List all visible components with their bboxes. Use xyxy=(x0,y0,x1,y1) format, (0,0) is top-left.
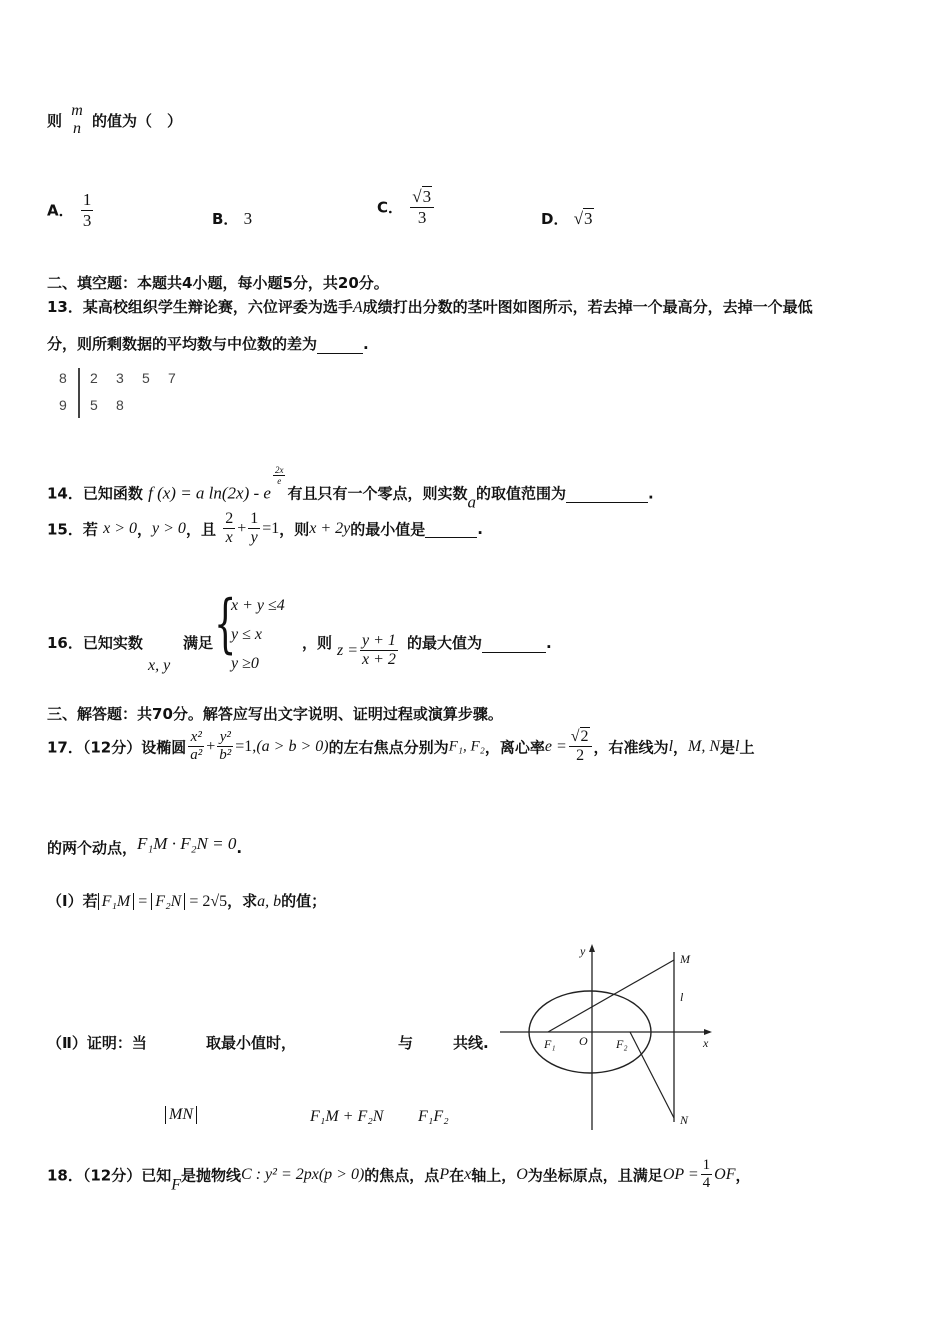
q18-mid-4: 轴上， xyxy=(471,1166,517,1185)
ratio-suffix: 的值为（ ） xyxy=(92,111,183,130)
q15-frac-1-den: x xyxy=(225,529,233,547)
q17-part2-mid: 取最小值时， xyxy=(206,1034,297,1052)
q17-part2-f1f2: F₁F₂ xyxy=(418,1108,449,1125)
q16-then: ，则 xyxy=(302,634,333,652)
q14-function: f (x) = a ln(2x) - e xyxy=(148,483,271,503)
q18-mid-3: 在 xyxy=(449,1166,465,1185)
q16-z-lhs: z = xyxy=(337,641,359,659)
q17-part2-sum: F₁M + F₂N xyxy=(310,1108,384,1125)
q17-plus: + xyxy=(206,737,216,755)
option-d[interactable] xyxy=(541,208,594,229)
q18-frac xyxy=(701,1157,713,1193)
q18-end: ， xyxy=(735,1166,751,1185)
q17-eq: =1, xyxy=(235,737,257,755)
option-a[interactable] xyxy=(47,190,95,230)
q17-x-num: x² xyxy=(188,729,204,747)
q16-brace: { xyxy=(214,587,237,661)
q17-directrix-text: ，右准线为 xyxy=(593,738,669,757)
q14-end: . xyxy=(648,484,654,503)
q15-frac-2 xyxy=(248,510,260,548)
q14-mid: 有且只有一个零点，则实数 xyxy=(287,484,468,503)
q17-cond: (a > b > 0) xyxy=(256,737,329,755)
q15-then: ，则 xyxy=(279,520,310,539)
q18-mid-5: 为坐标原点，且满足 xyxy=(527,1166,663,1185)
q16-z xyxy=(337,632,400,670)
q18-frac-num: 1 xyxy=(701,1157,713,1175)
q17-l-2: l xyxy=(735,737,740,755)
q14-exponent xyxy=(273,465,286,487)
q18-cond: (p > 0) xyxy=(318,1165,365,1183)
q16-cond-3: y ≥0 xyxy=(231,655,259,672)
q18-o: O xyxy=(516,1165,528,1183)
option-d-label: D． xyxy=(541,210,569,228)
q17-part1-abs-a xyxy=(98,893,135,910)
q17-part1-abs-b xyxy=(151,893,185,910)
q17-on: 是 xyxy=(720,738,736,757)
ellipse-figure-svg xyxy=(500,940,725,1135)
q17-line-2 xyxy=(47,834,242,858)
q17-part2-with: 与 xyxy=(398,1034,414,1052)
q15-comma: ， xyxy=(137,520,153,539)
q17-on-2: 上 xyxy=(739,738,755,757)
q14-answer-blank[interactable] xyxy=(566,484,648,503)
fig-n-label: N xyxy=(680,1113,689,1127)
q17-comma: ， xyxy=(673,738,689,757)
leaf-9-2: 8 xyxy=(116,397,124,413)
q14-var-a: a xyxy=(467,492,476,512)
option-b-label: B． xyxy=(212,210,239,228)
option-a-den: 3 xyxy=(82,210,92,230)
q17-part1-eq-1: = xyxy=(134,893,152,910)
q14-prefix: 14．已知函数 xyxy=(47,484,143,503)
q13-text-b: 成绩打出分数的茎叶图如图所示，若去掉一个最高分，去掉一个最低 xyxy=(362,298,813,316)
q17-y-den: b² xyxy=(219,747,232,764)
q15-answer-blank[interactable] xyxy=(425,519,477,538)
q17-e-lhs: e = xyxy=(544,737,567,755)
q15-prefix: 15．若 xyxy=(47,520,98,539)
q16-z-fraction xyxy=(360,632,398,670)
q17-line-1 xyxy=(47,728,755,766)
q17-e-num: √2 xyxy=(569,728,592,747)
q14-exp-num: 2x xyxy=(274,465,284,475)
fig-y-label: y xyxy=(580,944,586,958)
q13-text-c: 分，则所剩数据的平均数与中位数的差为 xyxy=(47,335,318,353)
q15-frac-1-num: 2 xyxy=(223,510,235,529)
q18-prefix: 18．（12分）已知 xyxy=(47,1166,172,1185)
option-c-den: 3 xyxy=(417,207,427,227)
q16-cond-1: x + y ≤4 xyxy=(231,597,285,614)
q17-part1-vars: a, b xyxy=(257,893,282,910)
q17-part1-eq-2: = xyxy=(185,893,203,910)
q18-op: OP = xyxy=(662,1165,699,1183)
q17-y-frac xyxy=(217,729,233,765)
option-a-label: A． xyxy=(47,201,74,220)
q15-frac-1 xyxy=(223,510,235,548)
option-c[interactable] xyxy=(377,187,436,227)
q17-part-1 xyxy=(47,890,326,911)
q15-end: . xyxy=(477,519,483,538)
q15-and: ，且 xyxy=(185,520,216,539)
option-b[interactable] xyxy=(212,208,252,229)
q13-line-1 xyxy=(47,296,813,317)
q18-of: OF xyxy=(714,1165,736,1183)
q17-l: l xyxy=(668,737,674,755)
q17-e-frac xyxy=(569,728,592,766)
x-axis-arrow xyxy=(704,1029,712,1035)
q16-z-num: y + 1 xyxy=(360,632,398,651)
fig-x-label: x xyxy=(703,1036,709,1050)
q17-part1-label: （Ⅰ）若 xyxy=(47,892,98,910)
q17-part1-b: F₂N xyxy=(155,893,182,910)
q16-answer-blank[interactable] xyxy=(482,634,546,653)
section-3-heading: 三、解答题：共70分。解答应写出文字说明、证明过程或演算步骤。 xyxy=(47,705,503,723)
option-a-num: 1 xyxy=(82,190,92,209)
q15-expr: x + 2y xyxy=(309,519,351,537)
q17-foci: F₁, F₂ xyxy=(448,738,485,755)
stem-9: 9 xyxy=(59,397,67,413)
stem-8: 8 xyxy=(59,370,67,386)
leaf-8-3: 5 xyxy=(142,370,150,386)
q17-y-num: y² xyxy=(217,729,233,747)
q13-text-a: 13．某高校组织学生辩论赛，六位评委为选手 xyxy=(47,298,353,316)
q18-x: x xyxy=(464,1165,472,1183)
q16-vars: x, y xyxy=(148,657,171,674)
option-b-value: 3 xyxy=(243,209,253,228)
q18-mid-1: 是抛物线 xyxy=(181,1166,242,1185)
y-axis-arrow xyxy=(589,944,595,952)
leaf-8-1: 2 xyxy=(90,370,98,386)
q17-dot-eq: F₁M · F₂N = 0 xyxy=(137,834,237,853)
ratio-line xyxy=(47,102,182,139)
q17-ecc-text: ，离心率 xyxy=(484,738,545,757)
q16-end: . xyxy=(546,634,552,652)
q17-e-radicand: 2 xyxy=(580,728,589,745)
q16-suffix: 的最大值为 xyxy=(407,634,483,652)
option-c-num: √3 xyxy=(410,187,434,208)
stem-leaf-plot xyxy=(56,368,186,418)
q15-frac-2-den: y xyxy=(250,529,258,547)
q15-frac-2-num: 1 xyxy=(248,510,260,529)
q16-cond-2: y ≤ x xyxy=(231,626,262,643)
q18-frac-den: 4 xyxy=(702,1175,711,1192)
q17-line2-prefix: 的两个动点， xyxy=(47,839,138,857)
option-c-label: C． xyxy=(377,198,404,217)
leaf-9-1: 5 xyxy=(90,397,98,413)
q17-part2-mn xyxy=(165,1106,197,1124)
leaf-8-2: 3 xyxy=(116,370,124,386)
q13-var-a: A xyxy=(352,299,363,316)
q17-e-den: 2 xyxy=(576,747,585,765)
section-2-heading: 二、填空题：本题共4小题，每小题5分，共20分。 xyxy=(47,274,389,292)
fig-m-label: M xyxy=(680,952,690,966)
q18-parabola: C : y² = 2px xyxy=(241,1165,319,1183)
q18-f: F xyxy=(171,1176,182,1194)
q17-mn: M, N xyxy=(688,737,721,755)
q14-line xyxy=(47,465,654,512)
q16-suffix-line xyxy=(407,632,552,653)
q15-plus: + xyxy=(237,519,247,537)
q17-part2-label: （Ⅱ）证明：当 xyxy=(47,1034,147,1052)
q17-part1-end: 的值； xyxy=(281,892,327,910)
q13-answer-blank[interactable] xyxy=(317,335,363,354)
fig-o-label: O xyxy=(579,1034,588,1048)
q17-foci-text: 的左右焦点分别为 xyxy=(328,738,449,757)
q15-line xyxy=(47,510,483,548)
q17-line2-end: . xyxy=(236,839,243,857)
q17-part1-suffix: ，求 xyxy=(227,892,258,910)
q17-x-frac xyxy=(188,729,204,765)
q17-prefix: 17．（12分）设椭圆 xyxy=(47,738,187,757)
leaf-8-4: 7 xyxy=(168,370,176,386)
q16-z-den: x + 2 xyxy=(362,651,396,669)
option-d-value: √3 xyxy=(573,209,593,228)
q14-suffix: 的取值范围为 xyxy=(476,484,567,503)
fig-l-label: l xyxy=(680,990,684,1004)
q15-cond-y: y > 0 xyxy=(152,519,186,537)
q17-x-den: a² xyxy=(190,747,203,764)
q17-part2-end: 共线. xyxy=(453,1034,489,1052)
ellipse-figure xyxy=(500,940,725,1135)
option-c-radicand: 3 xyxy=(422,187,432,206)
option-c-fraction xyxy=(410,187,434,227)
q15-cond-x: x > 0 xyxy=(103,519,138,537)
q14-exp-den: e xyxy=(277,476,282,487)
q13-end: . xyxy=(363,335,369,353)
ratio-denominator: n xyxy=(73,120,82,138)
stem-divider xyxy=(78,368,80,418)
fig-f1-label: F₁ xyxy=(544,1037,556,1051)
q18-p: P xyxy=(439,1165,450,1183)
q15-suffix: 的最小值是 xyxy=(350,520,426,539)
q16-prefix: 16．已知实数 xyxy=(47,634,143,652)
q15-eq: =1 xyxy=(262,519,280,537)
q16-satisfy: 满足 xyxy=(183,634,214,652)
q13-line-2 xyxy=(47,333,369,354)
q17-part1-value: 2√5 xyxy=(202,893,228,910)
segment-f1m xyxy=(548,960,674,1032)
q17-part2-mn-text: MN xyxy=(169,1106,193,1123)
ratio-fraction xyxy=(69,102,85,139)
fig-f2-label: F₂ xyxy=(616,1037,628,1051)
ratio-numerator: m xyxy=(71,102,83,119)
option-a-fraction xyxy=(81,190,94,230)
segment-f2n xyxy=(630,1032,674,1118)
option-d-radicand: 3 xyxy=(584,209,593,228)
q18-mid-2: 的焦点，点 xyxy=(364,1166,440,1185)
q18-line xyxy=(47,1157,751,1194)
q17-part1-a: F₁M xyxy=(101,893,131,910)
ratio-prefix: 则 xyxy=(47,111,63,130)
